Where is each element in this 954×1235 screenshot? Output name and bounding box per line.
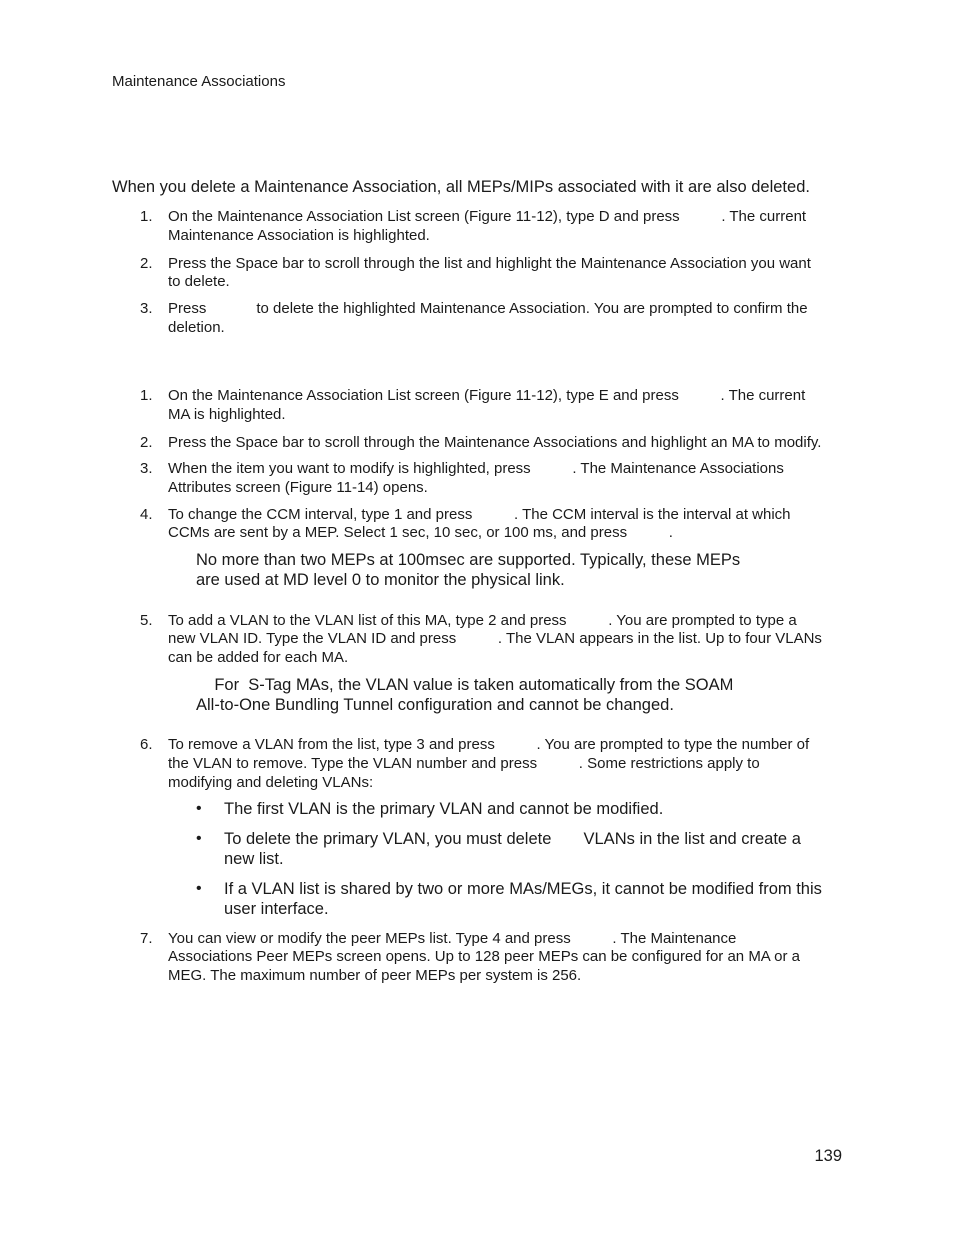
step-number: 7. (140, 930, 153, 947)
note-text: All-to-One Bundling Tunnel configuration and cannot be changed. (196, 696, 674, 714)
step-text: When the item you want to modify is highlighted, press . The Maintenance Associations (168, 460, 784, 477)
step-text: To remove a VLAN from the list, type 3 and press . You are prompted to type the number of (168, 736, 810, 753)
step-text: Press the Space bar to scroll through the Maintenance Associations and highlight an MA to modify. (168, 434, 822, 451)
step-text: To add a VLAN to the VLAN list of this MA, type 2 and press . You are prompted to type a (168, 612, 797, 629)
step-number: 3. (140, 300, 153, 317)
step-text: to delete. (168, 273, 230, 290)
bullet-marker: • (196, 880, 202, 897)
step-text: new VLAN ID. Type the VLAN ID and press . The VLAN appears in the list. Up to four VLANs (168, 630, 822, 647)
step-number: 6. (140, 736, 153, 753)
bullet-text: The first VLAN is the primary VLAN and cannot be modified. (224, 800, 664, 818)
step-number: 3. (140, 460, 153, 477)
note-text: are used at MD level 0 to monitor the physical link. (196, 571, 565, 589)
step-number: 1. (140, 208, 153, 225)
bullet-text: To delete the primary VLAN, you must delete VLANs in the list and create a (224, 830, 801, 848)
step-text: Attributes screen (Figure 11-14) opens. (168, 479, 428, 496)
note-text: For S-Tag MAs, the VLAN value is taken automatically from the SOAM (196, 676, 734, 694)
step-text: deletion. (168, 319, 225, 336)
step-text: You can view or modify the peer MEPs list. Type 4 and press . The Maintenance (168, 930, 737, 947)
bullet-marker: • (196, 830, 202, 847)
step-text: CCMs are sent by a MEP. Select 1 sec, 10 sec, or 100 ms, and press . (168, 524, 673, 541)
bullet-text: new list. (224, 850, 284, 868)
step-text: On the Maintenance Association List screen (Figure 11-12), type E and press . The current (168, 387, 806, 404)
step-text: To change the CCM interval, type 1 and press . The CCM interval is the interval at which (168, 506, 791, 523)
step-text: the VLAN to remove. Type the VLAN number and press . Some restrictions apply to (168, 755, 760, 772)
step-text: Maintenance Association is highlighted. (168, 227, 430, 244)
bullet-text: If a VLAN list is shared by two or more MAs/MEGs, it cannot be modified from this (224, 880, 822, 898)
note-text: No more than two MEPs at 100msec are supported. Typically, these MEPs (196, 551, 741, 569)
page-number: 139 (814, 1147, 842, 1165)
step-text: Press to delete the highlighted Maintenance Association. You are prompted to confirm the (168, 300, 808, 317)
step-number: 5. (140, 612, 153, 629)
step-number: 4. (140, 506, 153, 523)
bullet-marker: • (196, 800, 202, 817)
step-text: Press the Space bar to scroll through the list and highlight the Maintenance Association you want (168, 255, 811, 272)
step-number: 2. (140, 434, 153, 451)
running-header: Maintenance Associations (112, 73, 286, 90)
step-number: 2. (140, 255, 153, 272)
step-text: MA is highlighted. (168, 406, 286, 423)
step-text: MEG. The maximum number of peer MEPs per system is 256. (168, 967, 582, 984)
step-text: On the Maintenance Association List screen (Figure 11-12), type D and press . The current (168, 208, 807, 225)
intro-paragraph: When you delete a Maintenance Association, all MEPs/MIPs associated with it are also deleted. (112, 178, 810, 196)
step-number: 1. (140, 387, 153, 404)
step-text: Associations Peer MEPs screen opens. Up to 128 peer MEPs can be configured for an MA or a (168, 948, 800, 965)
bullet-text: user interface. (224, 900, 329, 918)
step-text: modifying and deleting VLANs: (168, 774, 374, 791)
step-text: can be added for each MA. (168, 649, 349, 666)
